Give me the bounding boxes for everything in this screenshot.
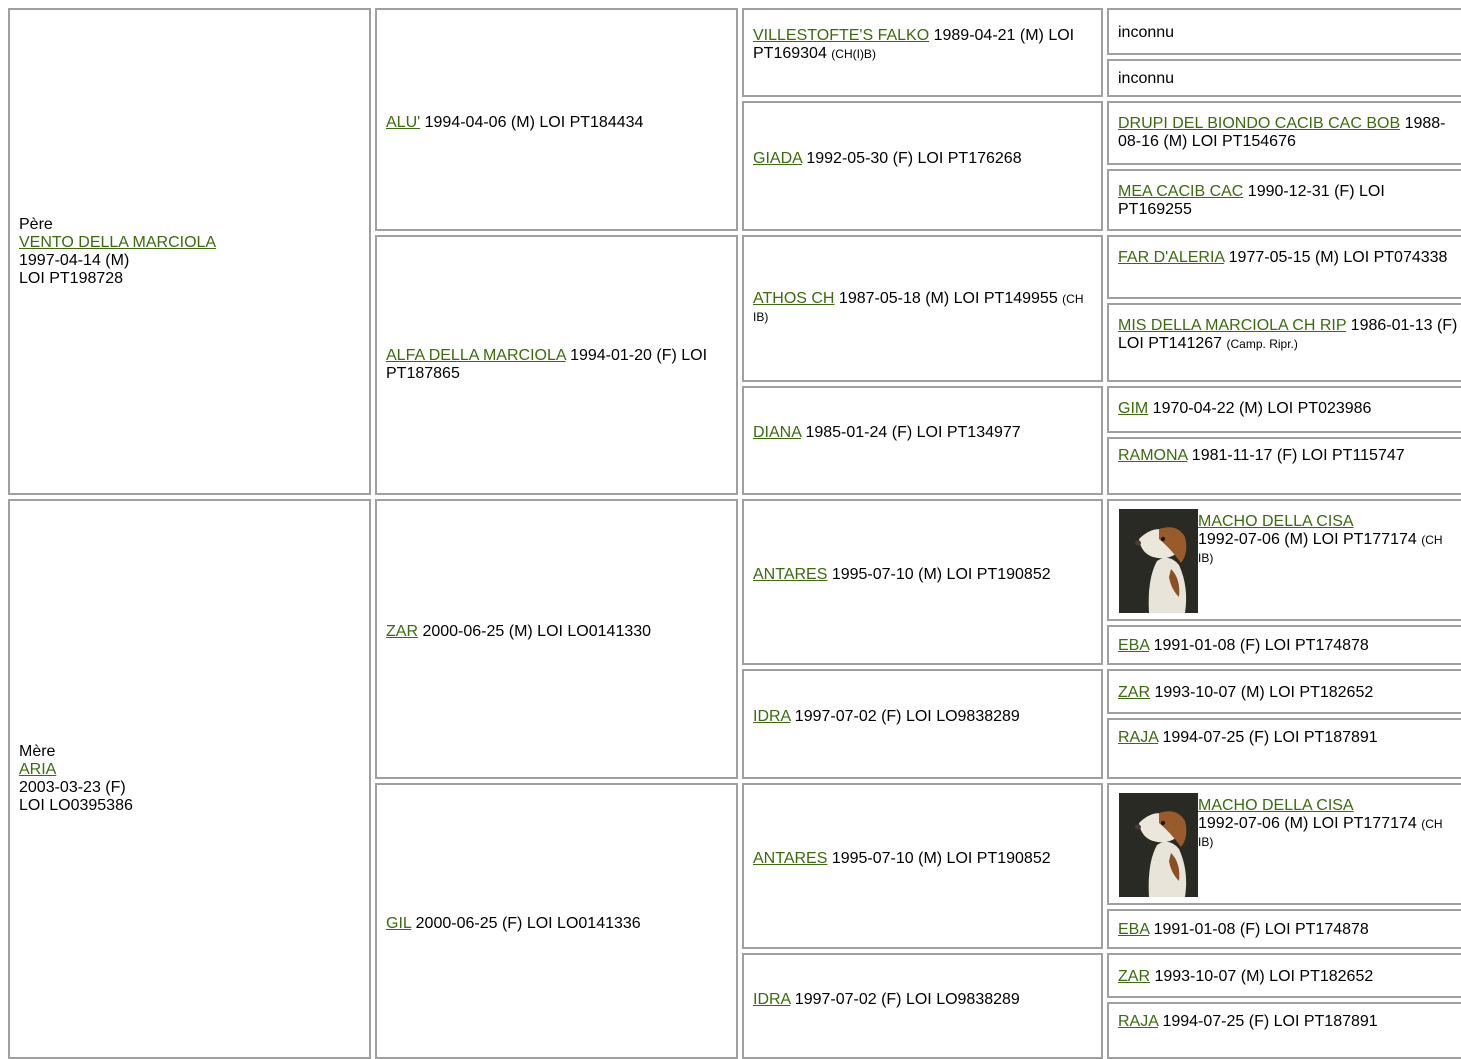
great-grandparent-info: 1995-07-10 (M) LOI PT190852: [827, 850, 1051, 867]
title-note: (CH IB): [1198, 817, 1443, 849]
ancestor-info: 1993-10-07 (M) LOI PT182652: [1150, 684, 1374, 701]
ancestor-cell: [1107, 101, 1461, 165]
grandparent-cell: [375, 783, 738, 1059]
ancestor-cell: [1107, 669, 1461, 714]
great-grandparent-cell: [742, 953, 1103, 1059]
dam-cell: [8, 499, 371, 1059]
grandparent-link[interactable]: ZAR: [386, 623, 418, 640]
grandparent-link[interactable]: GIL: [386, 915, 412, 932]
ancestor-link[interactable]: DRUPI DEL BIONDO CACIB CAC BOB: [1118, 115, 1401, 132]
sire-label: Père: [19, 216, 53, 233]
grandparent-info: 1994-04-06 (M) LOI PT184434: [420, 114, 644, 131]
ancestor-link[interactable]: MACHO DELLA CISA: [1198, 513, 1354, 530]
sire-cell: [8, 8, 371, 495]
ancestor-cell: [1107, 437, 1461, 495]
ancestor-link[interactable]: ZAR: [1118, 684, 1150, 701]
grandparent-info: 2000-06-25 (F) LOI LO0141336: [411, 915, 641, 932]
ancestor-link[interactable]: EBA: [1118, 637, 1150, 654]
ancestor-link[interactable]: RAJA: [1118, 729, 1159, 746]
ancestor-link[interactable]: RAJA: [1118, 1013, 1159, 1030]
ancestor-cell: [1107, 1002, 1461, 1059]
great-grandparent-cell: [742, 499, 1103, 665]
great-grandparent-link[interactable]: DIANA: [753, 424, 802, 441]
ancestor-info: 1970-04-22 (M) LOI PT023986: [1148, 400, 1372, 417]
dog-photo[interactable]: [1119, 509, 1198, 613]
ancestor-info: 1992-07-06 (M) LOI PT177174: [1198, 531, 1422, 548]
grandparent-link[interactable]: ALFA DELLA MARCIOLA: [386, 347, 566, 364]
ancestor-cell: [1107, 169, 1461, 231]
ancestor-link[interactable]: ZAR: [1118, 968, 1150, 985]
sire-name-link[interactable]: VENTO DELLA MARCIOLA: [19, 234, 217, 251]
ancestor-cell: [1107, 625, 1461, 665]
great-grandparent-info: 1985-01-24 (F) LOI PT134977: [801, 424, 1021, 441]
ancestor-info: 1991-01-08 (F) LOI PT174878: [1149, 921, 1369, 938]
title-note: (CH IB): [1198, 533, 1443, 565]
great-grandparent-link[interactable]: VILLESTOFTE'S FALKO: [753, 27, 930, 44]
ancestor-link[interactable]: FAR D'ALERIA: [1118, 249, 1225, 266]
title-note: (CH IB): [753, 292, 1084, 324]
grandparent-cell: [375, 8, 738, 231]
great-grandparent-link[interactable]: ATHOS CH: [753, 290, 835, 307]
grandparent-info: 2000-06-25 (M) LOI LO0141330: [418, 623, 652, 640]
ancestor-link[interactable]: GIM: [1118, 400, 1149, 417]
ancestor-info: 1986-01-13 (F) LOI PT141267: [1118, 317, 1458, 352]
great-grandparent-link[interactable]: GIADA: [753, 150, 802, 167]
great-grandparent-link[interactable]: IDRA: [753, 708, 791, 725]
ancestor-link[interactable]: MIS DELLA MARCIOLA CH RIP: [1118, 317, 1347, 334]
dam-birth: 2003-03-23 (F): [19, 779, 126, 796]
great-grandparent-cell: [742, 101, 1103, 231]
ancestor-info: 1992-07-06 (M) LOI PT177174: [1198, 815, 1422, 832]
dam-name-link[interactable]: ARIA: [19, 761, 57, 778]
ancestor-info: 1990-12-31 (F) LOI PT169255: [1118, 183, 1385, 218]
great-grandparent-link[interactable]: ANTARES: [753, 566, 828, 583]
ancestor-link[interactable]: MEA CACIB CAC: [1118, 183, 1244, 200]
ancestor-link[interactable]: RAMONA: [1118, 447, 1188, 464]
ancestor-cell: [1107, 499, 1461, 621]
ancestor-cell: [1107, 953, 1461, 998]
great-grandparent-link[interactable]: IDRA: [753, 991, 791, 1008]
great-grandparent-cell: [742, 235, 1103, 382]
dog-photo[interactable]: [1119, 793, 1198, 897]
ancestor-info: inconnu: [1118, 24, 1175, 41]
ancestor-info: 1988-08-16 (M) LOI PT154676: [1118, 115, 1446, 150]
ancestor-info: 1993-10-07 (M) LOI PT182652: [1150, 968, 1374, 985]
ancestor-info: 1994-07-25 (F) LOI PT187891: [1158, 729, 1378, 746]
ancestor-cell: [1107, 59, 1461, 97]
ancestor-cell: [1107, 718, 1461, 779]
grandparent-link[interactable]: ALU': [386, 114, 421, 131]
grandparent-cell: [375, 235, 738, 495]
title-note: (Camp. Ripr.): [1226, 337, 1298, 351]
ancestor-info: 1991-01-08 (F) LOI PT174878: [1149, 637, 1369, 654]
great-grandparent-link[interactable]: ANTARES: [753, 850, 828, 867]
ancestor-link[interactable]: EBA: [1118, 921, 1150, 938]
ancestor-cell: [1107, 8, 1461, 55]
dam-registration: LOI LO0395386: [19, 797, 133, 814]
great-grandparent-cell: [742, 669, 1103, 779]
great-grandparent-info: 1997-07-02 (F) LOI LO9838289: [790, 708, 1020, 725]
dog-portrait-image: [1119, 793, 1198, 897]
great-grandparent-cell: [742, 8, 1103, 97]
great-grandparent-cell: [742, 783, 1103, 949]
grandparent-info: 1994-01-20 (F) LOI PT187865: [386, 347, 708, 382]
ancestor-info: 1977-05-15 (M) LOI PT074338: [1224, 249, 1448, 266]
dam-label: Mère: [19, 743, 56, 760]
great-grandparent-info: 1987-05-18 (M) LOI PT149955: [834, 290, 1063, 307]
great-grandparent-info: 1997-07-02 (F) LOI LO9838289: [790, 991, 1020, 1008]
title-note: (CH(I)B): [831, 47, 876, 61]
ancestor-cell: [1107, 235, 1461, 299]
ancestor-cell: [1107, 303, 1461, 382]
ancestor-link[interactable]: MACHO DELLA CISA: [1198, 797, 1354, 814]
ancestor-cell: [1107, 386, 1461, 433]
great-grandparent-info: 1995-07-10 (M) LOI PT190852: [827, 566, 1051, 583]
ancestor-info: inconnu: [1118, 70, 1175, 87]
sire-registration: LOI PT198728: [19, 270, 124, 287]
great-grandparent-info: 1992-05-30 (F) LOI PT176268: [801, 150, 1022, 167]
great-grandparent-info: 1989-04-21 (M) LOI PT169304: [753, 27, 1075, 62]
ancestor-cell: [1107, 783, 1461, 905]
dog-portrait-image: [1119, 509, 1198, 613]
ancestor-cell: [1107, 909, 1461, 949]
great-grandparent-cell: [742, 386, 1103, 495]
ancestor-info: 1981-11-17 (F) LOI PT115747: [1187, 447, 1405, 464]
grandparent-cell: [375, 499, 738, 779]
sire-birth: 1997-04-14 (M): [19, 252, 130, 269]
ancestor-info: 1994-07-25 (F) LOI PT187891: [1158, 1013, 1378, 1030]
